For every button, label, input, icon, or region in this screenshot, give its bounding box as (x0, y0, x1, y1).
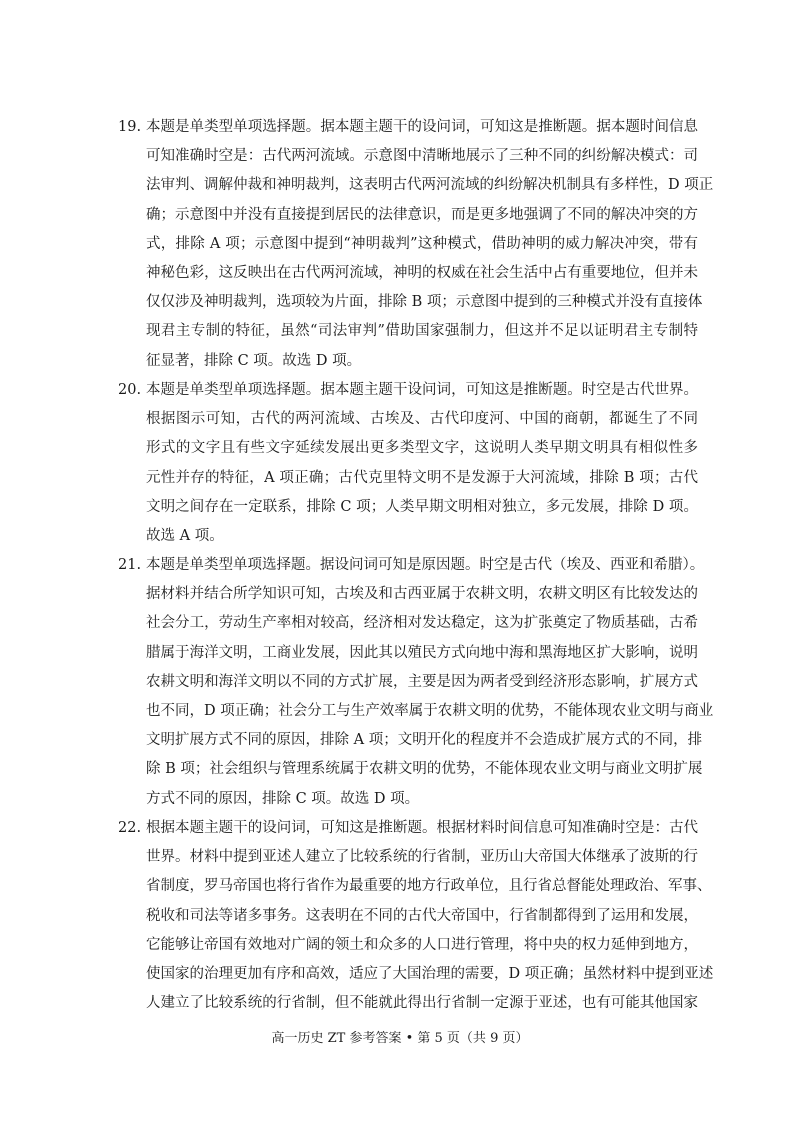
text-line: 征显著，排除 C 项。故选 D 项。 (146, 352, 362, 369)
text-line: 本题是单类型单项选择题。据设问词可知是原因题。时空是古代（埃及、西亚和希腊）。 (146, 557, 705, 573)
text-line: 根据图示可知，古代的两河流域、古埃及、古代印度河、中国的商朝，都诞生了不同 (146, 411, 698, 428)
text-line: 文明之间存在一定联系，排除 C 项；人类早期文明相对独立，多元发展，排除 D 项。 (146, 498, 698, 515)
text-line: 它能够让帝国有效地对广阔的领土和众多的人口进行管理，将中央的权力延伸到地方， (146, 936, 698, 953)
text-line: 根据本题主题干的设问词，可知这是推断题。根据材料时间信息可知准确时空是：古代 (146, 820, 698, 836)
text-line: 省制度，罗马帝国也将行省作为最重要的地方行政单位，且行省总督能处理政治、军事、 (146, 878, 712, 895)
text-line: 元性并存的特征，A 项正确；古代克里特文明不是发源于大河流域，排除 B 项；古代 (146, 469, 698, 486)
text-line: 人建立了比较系统的行省制，但不能就此得出行省制一定源于亚述，也有可能其他国家 (146, 995, 698, 1012)
item-text (146, 113, 714, 376)
text-line: 本题是单类型单项选择题。据本题主题干设问词，可知这是推断题。时空是古代世界。 (146, 382, 698, 398)
item-text (146, 376, 698, 551)
answer-item-19 (118, 113, 714, 376)
text-line: 本题是单类型单项选择题。据本题主题干的设问词，可知这是推断题。据本题时间信息 (146, 119, 698, 135)
item-number: 21. (118, 557, 142, 573)
text-line: 使国家的治理更加有序和高效，适应了大国治理的需要，D 项正确；虽然材料中提到亚述 (146, 965, 714, 982)
text-line: 社会分工，劳动生产率相对较高，经济相对发达稳定，这为扩张奠定了物质基础，古希 (146, 615, 698, 632)
item-text (146, 551, 714, 814)
item-number: 22. (118, 820, 142, 836)
page-footer: 高一历史 ZT 参考答案 • 第 5 页（共 9 页） (271, 1031, 529, 1046)
text-line: 文明扩展方式不同的原因，排除 A 项；文明开化的程度并不会造成扩展方式的不同，排 (146, 732, 703, 749)
item-text (146, 814, 714, 1018)
text-line: 形式的文字且有些文字延续发展出更多类型文字，这说明人类早期文明具有相似性多 (146, 440, 698, 457)
text-line: 腊属于海洋文明，工商业发展，因此其以殖民方式向地中海和黑海地区扩大影响，说明 (146, 644, 698, 661)
item-number: 20. (118, 382, 142, 398)
text-line: 税收和司法等诸多事务。这表明在不同的古代大帝国中，行省制都得到了运用和发展， (146, 907, 698, 924)
text-line: 据材料并结合所学知识可知，古埃及和古西亚属于农耕文明，农耕文明区有比较发达的 (146, 586, 698, 603)
answer-item-20 (118, 376, 698, 551)
text-line: 确；示意图中并没有直接提到居民的法律意识，而是更多地强调了不同的解决冲突的方 (146, 206, 698, 223)
text-line: 除 B 项；社会组织与管理系统属于农耕文明的优势，不能体现农业文明与商业文明扩展 (146, 761, 703, 778)
answer-item-22 (118, 814, 714, 1018)
text-line: 世界。材料中提到亚述人建立了比较系统的行省制，亚历山大帝国大体继承了波斯的行 (146, 849, 698, 866)
text-line: 故选 A 项。 (146, 527, 224, 544)
text-line: 仅仅涉及神明裁判，选项较为片面，排除 B 项；示意图中提到的三种模式并没有直接体 (146, 294, 703, 311)
text-line: 方式不同的原因，排除 C 项。故选 D 项。 (146, 790, 420, 807)
text-line: 神秘色彩，这反映出在古代两河流域，神明的权威在社会生活中占有重要地位，但并未 (146, 264, 698, 281)
text-line: 可知准确时空是：古代两河流域。示意图中清晰地展示了三种不同的纠纷解决模式：司 (146, 148, 698, 165)
text-line: 农耕文明和海洋文明以不同的方式扩展，主要是因为两者受到经济形态影响，扩展方式 (146, 673, 698, 690)
text-line: 式，排除 A 项；示意图中提到“神明裁判”这种模式，借助神明的威力解决冲突，带有 (146, 235, 698, 252)
text-line: 法审判、调解仲裁和神明裁判，这表明古代两河流域的纠纷解决机制具有多样性，D 项正 (146, 177, 714, 194)
text-line: 也不同，D 项正确；社会分工与生产效率属于农耕文明的优势，不能体现农业文明与商业 (146, 702, 714, 719)
text-line: 现君主专制的特征，虽然“司法审判”借助国家强制力，但这并不足以证明君主专制特 (146, 323, 698, 340)
item-number: 19. (118, 119, 142, 135)
answer-item-21 (118, 551, 714, 814)
